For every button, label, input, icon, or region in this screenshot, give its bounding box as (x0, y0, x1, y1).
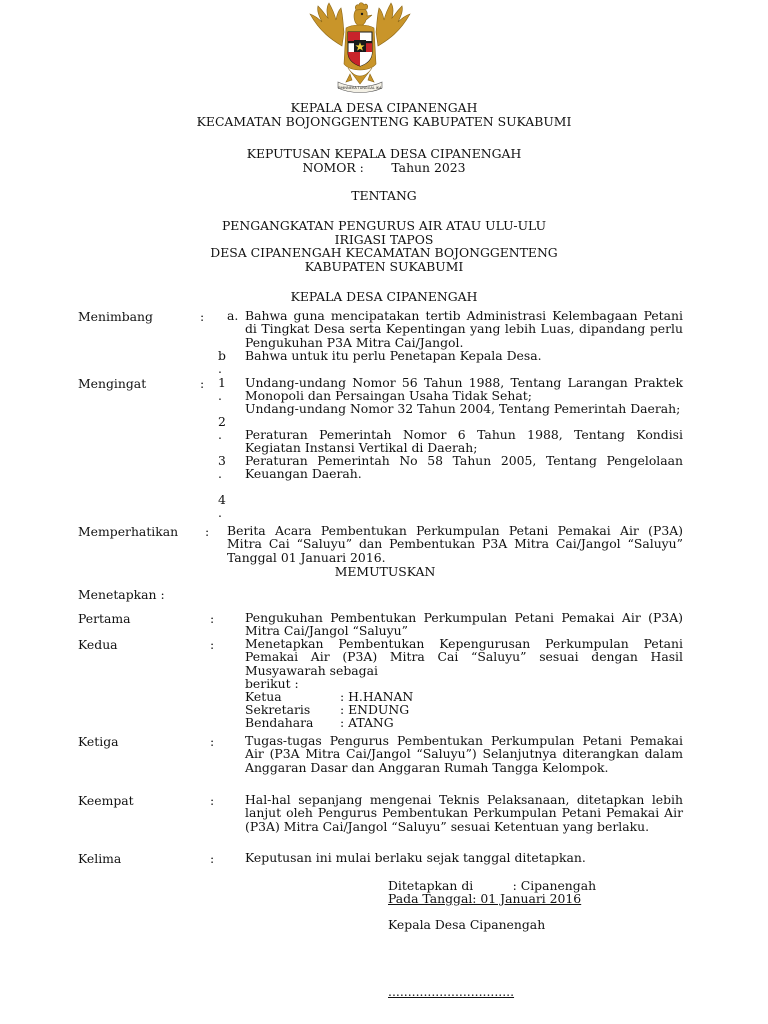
decree-about: TENTANG (351, 188, 417, 203)
keempat-label: Keempat (78, 793, 134, 808)
mengingat-item-1: Undang-undang Nomor 56 Tahun 1988, Tentang Larangan Praktek Monopoli dan Persaingan Usaha Tidak Sehat; (245, 375, 683, 404)
pertama-colon: : (210, 611, 215, 626)
decree-number: NOMOR : Tahun 2023 (302, 159, 466, 175)
decree-subject (80, 219, 688, 273)
keempat-text: Hal-hal sepanjang mengenai Teknis Pelaksanaan, ditetapkan lebih lanjut oleh Pengurus Pembentukan Perkumpulan Petani Pemakai Air (P3A) Mitra Cai/Jangol “Saluyu” sesuai Ketentuan yang berlaku. (245, 792, 683, 834)
kelima-text: Keputusan ini mulai berlaku sejak tanggal ditetapkan. (245, 850, 586, 865)
signature-place: Ditetapkan di : Cipanengah (388, 878, 597, 893)
menimbang-colon: : (200, 309, 205, 324)
mengingat-marker: 1 (218, 375, 226, 390)
mengingat-marker: . (218, 505, 222, 520)
officer-name: : H.HANAN (340, 689, 414, 704)
mengingat-marker: 4 (218, 492, 226, 507)
memutuskan-heading: MEMUTUSKAN (334, 564, 436, 579)
subject-line-3: DESA CIPANENGAH KECAMATAN BOJONGGENTENG (210, 245, 558, 260)
mengingat-marker: . (218, 427, 222, 442)
mengingat-marker: . (218, 388, 222, 403)
decree-heading (80, 147, 688, 174)
mengingat-colon: : (200, 376, 205, 391)
header-authority (80, 101, 688, 128)
kelima-colon: : (210, 851, 215, 866)
mengingat-item-4: Peraturan Pemerintah No 58 Tahun 2005, Tentang Pengelolaan Keuangan Daerah. (245, 453, 683, 482)
officer-name: : ENDUNG (340, 702, 410, 717)
mengingat-marker: . (218, 466, 222, 481)
decree-title: KEPUTUSAN KEPALA DESA CIPANENGAH (246, 146, 522, 161)
menimbang-stray-dot: . (218, 361, 222, 376)
mengingat-label: Mengingat (78, 376, 147, 391)
kedua-label: Kedua (78, 637, 118, 652)
kedua-colon: : (210, 637, 215, 652)
officer-role: Bendahara (245, 715, 314, 730)
subject-line-4: KABUPATEN SUKABUMI (304, 258, 464, 274)
garuda-pancasila-emblem (302, 2, 418, 94)
menetapkan-label: Menetapkan : (78, 587, 165, 602)
ketiga-colon: : (210, 734, 215, 749)
pertama-label: Pertama (78, 611, 131, 626)
menimbang-marker-b: b (218, 348, 226, 363)
mengingat-item-2: Undang-undang Nomor 32 Tahun 2004, Tentang Pemerintah Daerah; (245, 401, 681, 416)
signature-name-placeholder: ................................ (388, 984, 515, 999)
menimbang-item-a: Bahwa guna mencipatakan tertib Administrasi Kelembagaan Petani di Tingkat Desa serta Kepentingan yang lebih Luas, dipandang perlu Pengukuhan P3A Mitra Cai/Jangol. (245, 308, 683, 350)
subject-line-1: PENGANGKATAN PENGURUS AIR ATAU ULU-ULU (221, 218, 547, 233)
menimbang-item-b: Bahwa untuk itu perlu Penetapan Kepala Desa. (245, 348, 542, 363)
subject-line-2: IRIGASI TAPOS (334, 231, 434, 247)
header-line-1: KEPALA DESA CIPANENGAH (290, 100, 478, 115)
officer-role: Sekretaris (245, 702, 311, 717)
officer-name: : ATANG (340, 715, 394, 730)
kelima-label: Kelima (78, 851, 122, 866)
menimbang-label: Menimbang (78, 309, 153, 324)
decree-authority: KEPALA DESA CIPANENGAH (290, 289, 478, 304)
kedua-text: Menetapkan Pembentukan Kepengurusan Perkumpulan Petani Pemakai Air (P3A) Mitra Cai “Saluyu” sesuai dengan Hasil Musyawarah sebagai (245, 636, 683, 678)
signature-title: Kepala Desa Cipanengah (388, 917, 546, 932)
menimbang-marker-a: a. (227, 308, 239, 323)
emblem-motto: BHINNEKA TUNGGAL IKA (338, 86, 382, 90)
ketiga-label: Ketiga (78, 734, 119, 749)
ketiga-text: Tugas-tugas Pengurus Pembentukan Perkumpulan Petani Pemakai Air (P3A Mitra Cai/Jangol “Saluyu”) Selanjutnya diterangkan dalam Anggaran Dasar dan Anggaran Rumah Tangga Kelompok. (245, 733, 683, 775)
keempat-colon: : (210, 793, 215, 808)
kedua-text-continued: berikut : (245, 676, 299, 691)
mengingat-marker: 2 (218, 414, 226, 429)
memperhatikan-colon: : (205, 524, 210, 539)
officer-role: Ketua (245, 689, 282, 704)
header-line-2: KECAMATAN BOJONGGENTENG KABUPATEN SUKABUMI (196, 113, 572, 129)
memperhatikan-label: Memperhatikan (78, 524, 179, 539)
mengingat-item-3: Peraturan Pemerintah Nomor 6 Tahun 1988, Tentang Kondisi Kegiatan Instansi Vertikal di Daerah; (245, 427, 683, 456)
memperhatikan-text: Berita Acara Pembentukan Perkumpulan Petani Pemakai Air (P3A) Mitra Cai “Saluyu” dan Pembentukan P3A Mitra Cai/Jangol “Saluyu” Tanggal 01 Januari 2016. (227, 523, 683, 565)
pertama-text: Pengukuhan Pembentukan Perkumpulan Petani Pemakai Air (P3A) Mitra Cai/Jangol “Saluyu” (245, 610, 683, 639)
mengingat-marker: 3 (218, 453, 226, 468)
signature-date: Pada Tanggal: 01 Januari 2016 (388, 891, 582, 906)
